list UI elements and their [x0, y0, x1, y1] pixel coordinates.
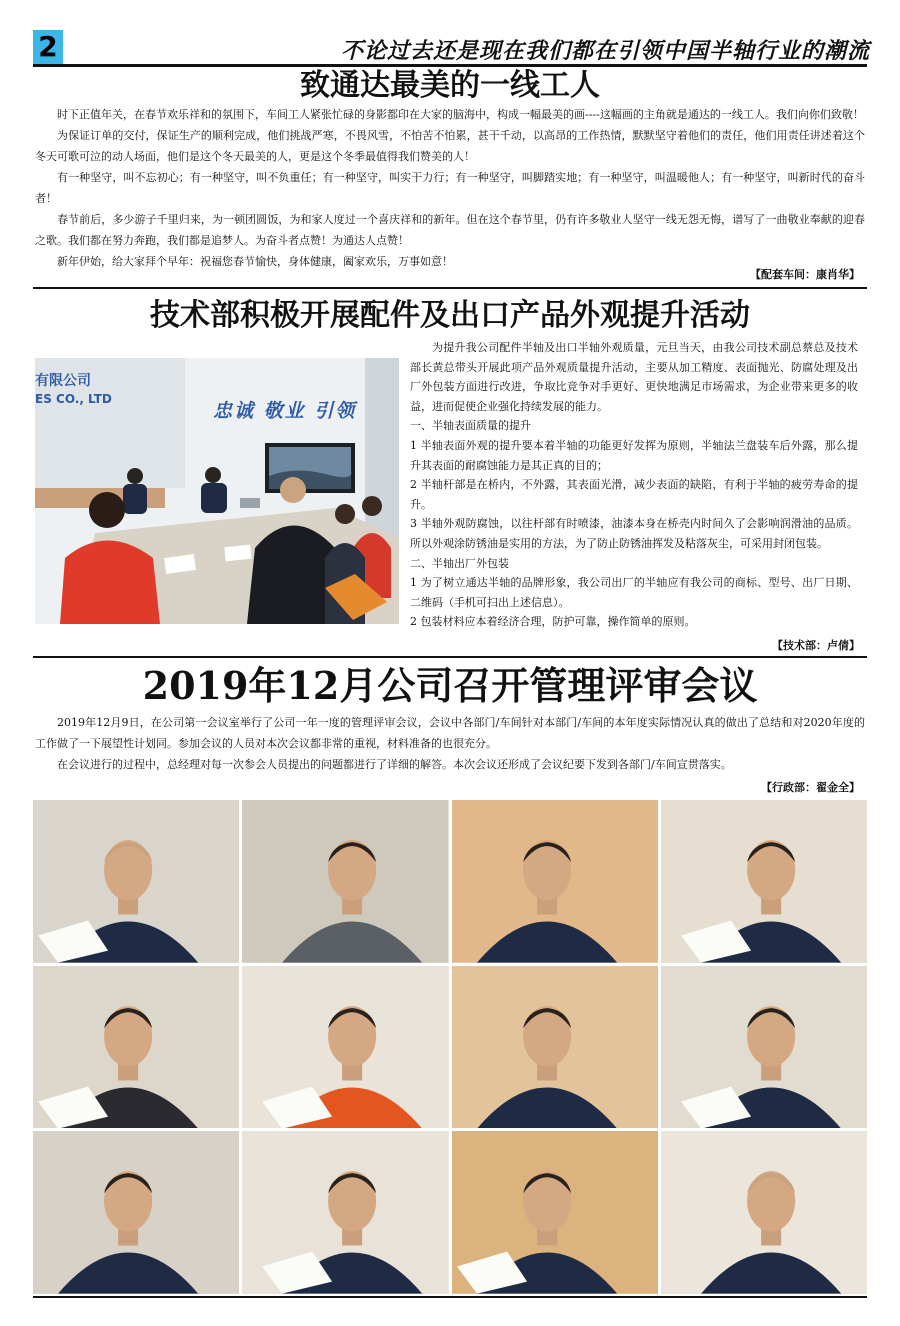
attendee-photo: [33, 800, 239, 963]
attendee-photo: [242, 966, 448, 1129]
article1-paragraph: 春节前后，多少游子千里归来，为一顿团圆饭，为和家人度过一个喜庆祥和的新年。但在这个春节里，仍有许多敬业人坚守一线无怨无悔，谱写了一曲敬业奉献的迎春之歌。我们都在努力奔跑，我们都是追梦人。为奋斗者点赞！为通达人点赞！: [35, 213, 865, 247]
article1-paragraph: 为保证订单的交付，保证生产的顺利完成，他们挑战严寒，不畏风雪，不怕苦不怕累，甚干千动，以高昂的工作热情，默默坚守着他们的责任，他们用责任讲述着这个冬天可歌可泣的动人场面，他们是这个冬天最美的人，更是这个冬季最值得我们赞美的人！: [35, 129, 865, 163]
article2-heading: 二、半轴出厂外包装: [410, 556, 509, 570]
article1-paragraph: 有一种坚守，叫不忘初心；有一种坚守，叫不负重任；有一种坚守，叫实干力行；有一种坚守，叫脚踏实地；有一种坚守，叫温暖他人；有一种坚守，叫新时代的奋斗者！: [35, 171, 865, 205]
attendee-portrait: [661, 800, 867, 963]
company-sign: 有限公司: [35, 373, 91, 389]
article3-paragraph: 在会议进行的过程中，总经理对每一次参会人员提出的问题都进行了详细的解答。本次会议还形成了会议纪要下发到各部门/车间宣贯落实。: [57, 758, 732, 771]
attendee-portrait: [661, 1131, 867, 1294]
attendee-portrait: [452, 966, 658, 1129]
article1-byline: 【配套车间：康肖华】: [750, 268, 860, 281]
attendee-portrait: [242, 1131, 448, 1294]
attendee-portrait: [33, 800, 239, 963]
attendee-portrait: [452, 800, 658, 963]
attendee-photo: [452, 1131, 658, 1294]
article2-item: 1 为了树立通达半轴的品牌形象，我公司出厂的半轴应有我公司的商标、型号、出厂日期、二维码（手机可扫出上述信息）。: [410, 576, 858, 609]
attendee-portrait: [452, 1131, 658, 1294]
page-number: 2: [33, 30, 63, 64]
meeting-photo: [35, 358, 399, 624]
attendee-photo: [452, 966, 658, 1129]
article3-paragraph: 2019年12月9日，在公司第一会议室举行了公司一年一度的管理评审会议，会议中各部门/车间针对本部门/车间的本年度实际情况认真的做出了总结和对2020年度的工作做了一下展望性计划同。参加会议的人员对本次会议都非常的重视，材料准备的也很充分。: [35, 716, 865, 750]
article2-item: 2 半轴杆部是在桥内，不外露，其表面光滑，减少表面的缺陷，有利于半轴的疲劳寿命的提升。: [410, 478, 858, 511]
attendee-portrait: [33, 966, 239, 1129]
attendee-photo: [33, 966, 239, 1129]
attendee-photo: [452, 800, 658, 963]
attendee-photo: [242, 1131, 448, 1294]
attendee-photo: [661, 1131, 867, 1294]
attendee-photo: [33, 1131, 239, 1294]
article2-item: 3 半轴外观防腐蚀，以往杆部有时喷漆，油漆本身在桥壳内时间久了会影响润滑油的品质。所以外观涂防锈油是实用的方法，为了防止防锈油挥发及粘落灰尘，可采用封闭包装。: [410, 517, 858, 550]
attendee-photo: [242, 800, 448, 963]
section-rule: [33, 656, 867, 658]
article3-title: 2019年12月公司召开管理评审会议: [142, 663, 758, 708]
bottom-rule: [33, 1296, 867, 1298]
article1-paragraph: 新年伊始，给大家拜个早年：祝福您春节愉快，身体健康，阖家欢乐，万事如意！: [57, 255, 453, 268]
article2-byline: 【技术部：卢倩】: [772, 639, 860, 652]
article3-byline: 【行政部：翟金全】: [761, 781, 860, 794]
article2-item: 2 包装材料应本着经济合理，防护可靠，操作简单的原则。: [410, 615, 696, 629]
header-slogan: 不论过去还是现在我们都在引领中国半轴行业的潮流: [340, 39, 870, 64]
article1-body: [35, 104, 865, 272]
attendee-portrait: [33, 1131, 239, 1294]
wall-slogan: 忠诚 敬业 引领: [213, 400, 357, 422]
attendee-portrait: [242, 966, 448, 1129]
attendee-portrait: [661, 966, 867, 1129]
article1-title: 致通达最美的一线工人: [300, 68, 600, 103]
article2-paragraph: 为提升我公司配件半轴及出口半轴外观质量，元旦当天，由我公司技术副总蔡总及技术部长黄总带头开展此项产品外观质量提升活动，主要从加工精度、表面抛光、防腐处理及出厂外包装方面进行改进，争取比竞争对手更好、更快地满足市场需求，为企业带来更多的收益，进而促使企业强化持续发展的能力。: [410, 341, 858, 413]
attendee-photo: [661, 800, 867, 963]
company-sign-en: ES CO., LTD: [35, 392, 112, 406]
article2-title: 技术部积极开展配件及出口产品外观提升活动: [150, 298, 750, 333]
article2-item: 1 半轴表面外观的提升要本着半轴的功能更好发挥为原则，半轴法兰盘装车后外露，那么提升其表面的耐腐蚀能力是其正真的目的；: [410, 438, 858, 472]
meeting-photo-grid: [33, 800, 867, 1294]
article2-heading: 一、半轴表面质量的提升: [410, 419, 531, 433]
attendee-portrait: [242, 800, 448, 963]
section-rule: [33, 287, 867, 289]
attendee-photo: [661, 966, 867, 1129]
article2-body: [410, 338, 858, 632]
article3-body: [35, 712, 865, 775]
article1-paragraph: 时下正值年关，在春节欢乐祥和的氛围下，车间工人紧张忙碌的身影都印在大家的脑海中，构成一幅最美的画----这幅画的主角就是通达的一线工人。我们向你们致敬！: [57, 108, 864, 121]
